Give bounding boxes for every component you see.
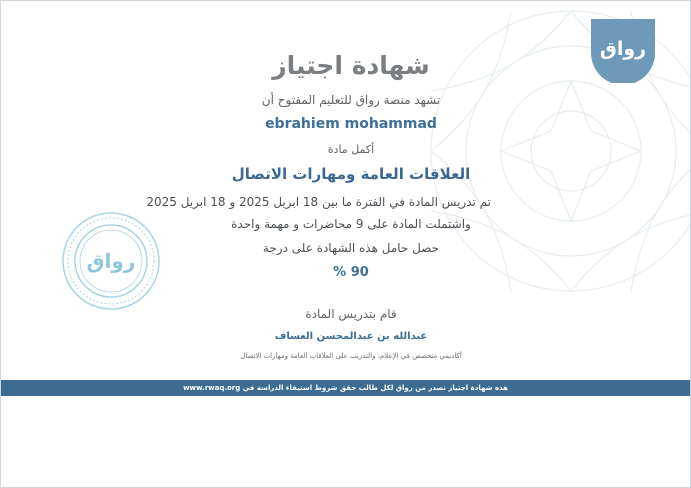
rwaq-seal bbox=[61, 211, 161, 311]
instructor-bio: أكاديمي متخصص في الإعلام، والتدريب على العلاقات العامة ومهارات الاتصال bbox=[240, 352, 462, 360]
course-name: العلاقات العامة ومهارات الاتصال bbox=[231, 165, 471, 183]
student-name: ebrahiem mohammad bbox=[265, 116, 437, 132]
taught-by-label: قام بتدريس المادة bbox=[305, 307, 397, 321]
completed-label: أكمل مادة bbox=[327, 143, 375, 156]
instructor-name: عبدالله بن عبدالمحسن العساف bbox=[274, 331, 428, 342]
rwaq-seal-text: رواق bbox=[86, 249, 136, 273]
footer-text: هذه شهادة اجتياز تصدر من رواق لكل طالب حقق شروط استيفاء الدراسة في www.rwaq.org bbox=[183, 384, 508, 392]
certificate-subtitle: تشهد منصة رواق للتعليم المفتوح أن bbox=[261, 93, 441, 107]
course-contents: واشتملت المادة على 9 محاضرات و مهمة واحدة bbox=[231, 217, 471, 231]
grade-value: 90 % bbox=[333, 265, 369, 280]
footer-bar bbox=[1, 380, 690, 396]
rwaq-logo bbox=[591, 19, 655, 83]
course-period: تم تدريس المادة في الفترة ما بين 18 ابريل 2025 و 18 ابريل 2025 bbox=[146, 195, 491, 209]
grade-label: حصل حامل هذه الشهادة على درجة bbox=[262, 241, 440, 255]
certificate-title: شهادة اجتياز bbox=[272, 51, 430, 80]
rwaq-logo-text: رواق bbox=[599, 38, 647, 60]
